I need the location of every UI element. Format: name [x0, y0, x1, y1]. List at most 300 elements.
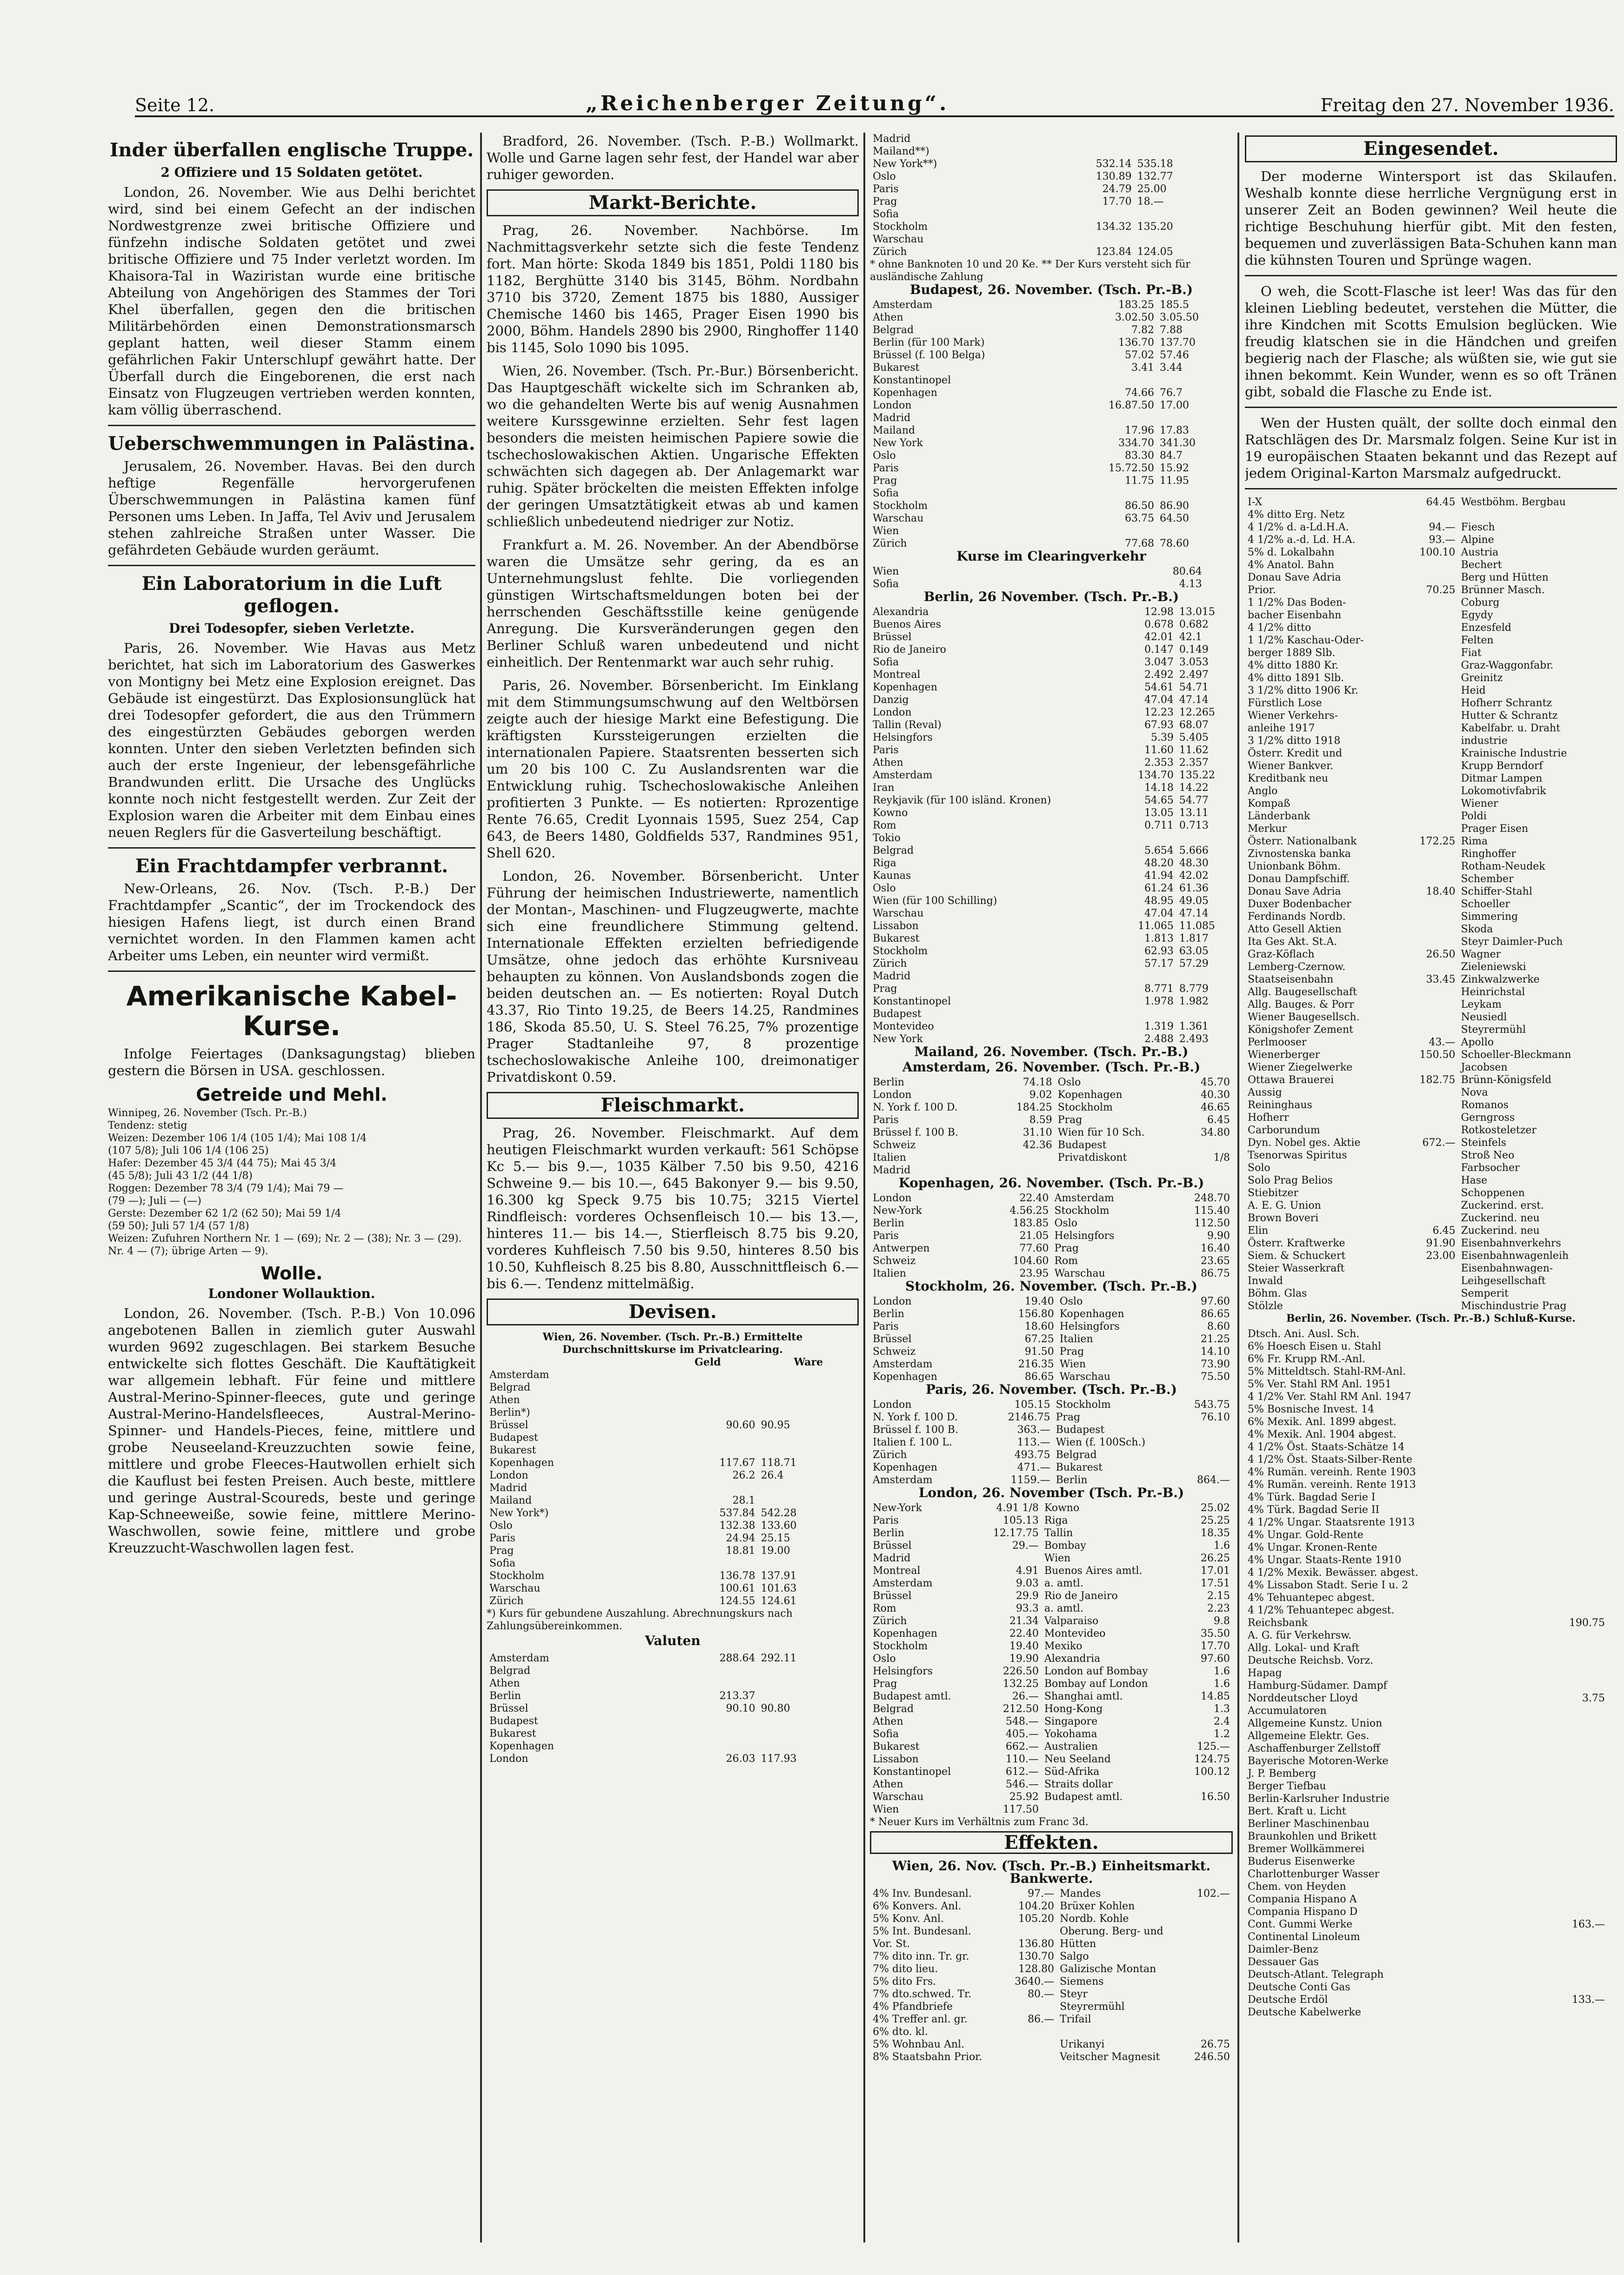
- table-row: [1245, 1667, 1617, 1679]
- table-cell: [1610, 810, 1617, 823]
- table-cell: [1610, 534, 1617, 546]
- grain-line: (45 5/8); Juli 43 1/2 (44 1/8): [108, 1170, 253, 1182]
- table-cell: Bukarest: [489, 1445, 536, 1456]
- table-cell: 21.25: [1201, 1333, 1230, 1345]
- table-row: [1245, 1579, 1617, 1592]
- column-2: [487, 133, 859, 2240]
- table-cell: 110.—: [1005, 1753, 1039, 1765]
- table-cell: a. amtl.: [1044, 1578, 1083, 1589]
- table-row: [870, 1204, 1233, 1217]
- table-cell: [1608, 1604, 1617, 1617]
- table-cell: [1610, 546, 1617, 559]
- table-row: [1245, 1086, 1617, 1099]
- table-cell: Schweiz: [873, 1139, 916, 1151]
- table-cell: Galizische Montan: [1060, 1963, 1156, 1975]
- table-cell: [758, 1432, 859, 1444]
- table-cell: Oslo: [1054, 1218, 1078, 1229]
- table-cell: Kopenhagen: [873, 1462, 937, 1473]
- table-cell: 14.22: [1179, 782, 1209, 794]
- divider: [108, 425, 475, 426]
- table-cell: [1608, 1717, 1617, 1730]
- table-cell: 3.053: [1179, 656, 1209, 668]
- table-cell: Schoeller-Bleckmann: [1461, 1049, 1571, 1061]
- table-cell: Graz-Köflach: [1248, 949, 1315, 960]
- table-cell: [1184, 2001, 1233, 2013]
- headline: Ein Laboratorium in die Luft geflogen.: [141, 573, 442, 617]
- table-row: [870, 1913, 1233, 1925]
- table-row: [1245, 772, 1617, 785]
- table-cell: 11.085: [1179, 920, 1215, 932]
- table-row: [870, 183, 1233, 195]
- table-row: [870, 719, 1233, 731]
- table-cell: [1539, 1767, 1608, 1780]
- table-cell: J. P. Bemberg: [1248, 1768, 1317, 1780]
- table-cell: [1610, 1011, 1617, 1024]
- table-cell: Dtsch. Ani. Ausl. Sch.: [1248, 1328, 1360, 1340]
- table-cell: 117.67: [719, 1457, 755, 1469]
- table-cell: 23.95: [1019, 1268, 1049, 1279]
- table-cell: Donau Dampfschiff.: [1248, 873, 1350, 885]
- table-cell: Stiebitzer: [1248, 1187, 1299, 1199]
- table-cell: Brüssel: [873, 1590, 912, 1602]
- table-cell: Brüssel: [489, 1703, 528, 1714]
- table-cell: 78.60: [1160, 538, 1189, 549]
- table-cell: 57.17: [1144, 958, 1174, 970]
- table-cell: 13.05: [1144, 807, 1174, 819]
- table-cell: [1608, 1767, 1617, 1780]
- table-cell: Simmering: [1461, 911, 1518, 923]
- table-cell: [1184, 1164, 1233, 1177]
- table-cell: 0.682: [1179, 619, 1209, 630]
- table-cell: [1610, 936, 1617, 948]
- table-cell: [1539, 1956, 1608, 1968]
- table-cell: [1608, 1428, 1617, 1441]
- table-cell: Kabelfabr. u. Draht: [1461, 723, 1560, 734]
- stockholm-table: [870, 1295, 1233, 1383]
- table-cell: Deutsche Reichsb. Vorz.: [1248, 1655, 1374, 1666]
- table-cell: [1178, 1461, 1233, 1474]
- table-cell: 8.60: [1207, 1321, 1230, 1332]
- table-cell: [1608, 1906, 1617, 1918]
- table-cell: Deutsche Conti Gas: [1248, 1981, 1350, 1993]
- table-cell: 9.02: [1029, 1089, 1052, 1101]
- table-row: [1245, 1137, 1617, 1149]
- table-row: [1245, 1679, 1617, 1692]
- table-cell: Amsterdam: [873, 1358, 933, 1370]
- table-row: [870, 1803, 1233, 1816]
- divider: [108, 847, 475, 849]
- table-cell: Donau Save Adria: [1248, 886, 1341, 897]
- table-row: [870, 1242, 1233, 1255]
- table-row: [870, 1703, 1233, 1715]
- table-cell: [1539, 1365, 1608, 1378]
- table-cell: Brüssel: [873, 631, 912, 643]
- table-cell: 132.77: [1137, 171, 1173, 182]
- table-row: [1245, 1755, 1617, 1767]
- table-cell: Rotham-Neudek: [1461, 861, 1545, 872]
- table-cell: Sofia: [489, 1558, 516, 1569]
- table-cell: [1610, 948, 1617, 961]
- table-cell: 1.2: [1214, 1728, 1230, 1740]
- table-row: [870, 882, 1233, 895]
- table-cell: Bert. Kraft u. Licht: [1248, 1806, 1346, 1817]
- table-row: [1245, 1162, 1617, 1174]
- table-cell: Mailand**): [873, 146, 929, 157]
- table-cell: [1539, 1654, 1608, 1667]
- table-cell: Warschau: [873, 513, 924, 524]
- table-cell: 25.15: [761, 1532, 790, 1544]
- table-cell: [1539, 1416, 1608, 1428]
- table-cell: [1608, 1931, 1617, 1943]
- table-cell: [1404, 760, 1458, 772]
- table-cell: Hase: [1461, 1175, 1488, 1186]
- table-cell: Schoppenen: [1461, 1187, 1525, 1199]
- table-cell: [1184, 1139, 1233, 1151]
- table-cell: [1608, 1629, 1617, 1642]
- table-cell: Zuckerind. neu: [1461, 1212, 1540, 1224]
- table-cell: 91.50: [1024, 1346, 1054, 1358]
- table-row: [1245, 1124, 1617, 1137]
- table-cell: 543.75: [1194, 1399, 1230, 1411]
- table-row: [1245, 1024, 1617, 1036]
- table-cell: 4 1/2% Mexik. Bewässer. abgest.: [1248, 1567, 1418, 1579]
- table-cell: 12.17.75: [993, 1527, 1039, 1539]
- stockholm-heading: Stockholm, 26. November. (Tsch. Pr.-B.): [905, 1278, 1198, 1294]
- vienna-report: Wien, 26. November. (Tsch. Pr.-Bur.) Börsenbericht. Das Hauptgeschäft wickelte sich im Schranken ab, wo die gehandelten Werte bis auf wenig Ausnahmen weitere Kurssgewinne erzielten. Sehr fest lagen besonders die meisten heimischen Papiere sowie die tschechoslowakischen Aktien. Ungarische Effekten schwächten sich dagegen ab. Der Anlagemarkt war ruhig. Später bröckelten die meisten Effekten infolge der geringen Umsatztätigkeit etwas ab und kamen schließlich unbedeutend niedriger zur Notiz.: [487, 363, 859, 529]
- table-cell: [1608, 1968, 1617, 1981]
- table-cell: Perlmooser: [1248, 1037, 1307, 1048]
- grain-line: (79 —); Juli — (—): [108, 1195, 201, 1207]
- table-cell: [1539, 1629, 1608, 1642]
- table-cell: 4% Anatol. Bahn: [1248, 559, 1334, 571]
- table-row: [1245, 1541, 1617, 1554]
- table-cell: Berg und Hütten: [1461, 572, 1549, 583]
- table-cell: [1610, 797, 1617, 810]
- table-row: [1245, 609, 1617, 622]
- table-cell: Italien: [873, 1152, 906, 1164]
- table-cell: [1404, 823, 1458, 835]
- table-cell: Bechert: [1461, 559, 1502, 571]
- table-cell: [1539, 1328, 1608, 1340]
- table-cell: Jacobsen: [1461, 1062, 1508, 1073]
- table-cell: 4% Inv. Bundesanl.: [873, 1888, 972, 1900]
- table-cell: 4% Tehuantepec abgest.: [1248, 1592, 1375, 1604]
- table-row: [870, 133, 1233, 145]
- table-cell: [1404, 772, 1458, 785]
- table-cell: [1608, 1956, 1617, 1968]
- table-cell: [657, 1740, 758, 1753]
- table-cell: 183.85: [1013, 1218, 1049, 1229]
- table-cell: 46.65: [1201, 1102, 1230, 1113]
- table-cell: [1539, 1943, 1608, 1956]
- table-cell: [1608, 1943, 1617, 1956]
- table-row: [1245, 1353, 1617, 1365]
- table-row: [1245, 1893, 1617, 1906]
- table-cell: 93.3: [1016, 1603, 1039, 1614]
- table-row: [870, 782, 1233, 794]
- table-cell: 48.95: [1144, 895, 1174, 907]
- table-cell: 26.25: [1201, 1552, 1230, 1564]
- london-heading: London, 26. November (Tsch. Pr.-B.): [918, 1485, 1184, 1500]
- table-cell: 0.713: [1179, 820, 1209, 831]
- table-row: [1245, 1391, 1617, 1403]
- table-cell: [997, 1164, 1055, 1177]
- table-row: [870, 1345, 1233, 1358]
- table-cell: 25.00: [1137, 183, 1167, 195]
- table-cell: [1404, 1212, 1458, 1224]
- table-cell: Warschau: [873, 908, 924, 919]
- table-cell: 5% Mitteldtsch. Stahl-RM-Anl.: [1248, 1366, 1406, 1378]
- table-cell: [1610, 1137, 1617, 1149]
- table-cell: Neusiedl: [1461, 1011, 1507, 1023]
- table-cell: 612.—: [1005, 1766, 1039, 1778]
- table-cell: [1610, 609, 1617, 622]
- table-cell: 54.61: [1144, 682, 1174, 693]
- table-row: [870, 1766, 1233, 1778]
- table-cell: Montreal: [873, 1565, 921, 1577]
- table-cell: 132.25: [1002, 1678, 1039, 1690]
- table-cell: Greinitz: [1461, 672, 1503, 684]
- table-cell: [758, 1727, 859, 1740]
- table-cell: Belgrad: [873, 324, 914, 336]
- table-cell: 18.40: [1426, 886, 1456, 897]
- table-cell: 73.90: [1201, 1358, 1230, 1370]
- table-cell: Österr. Nationalbank: [1248, 836, 1357, 847]
- table-row: [870, 1461, 1233, 1474]
- table-cell: [1539, 1880, 1608, 1893]
- table-cell: 115.40: [1194, 1205, 1230, 1217]
- table-row: [1245, 1793, 1617, 1805]
- table-row: [1245, 735, 1617, 747]
- table-cell: [1608, 1554, 1617, 1566]
- table-row: [870, 500, 1233, 512]
- table-row: [870, 1778, 1233, 1791]
- table-cell: [657, 1394, 758, 1406]
- table-cell: 156.80: [1018, 1308, 1054, 1320]
- table-cell: [1120, 970, 1176, 983]
- table-cell: [1610, 722, 1617, 735]
- col-header: [487, 1356, 657, 1369]
- table-cell: Farbsocher: [1461, 1162, 1520, 1174]
- table-cell: Eisenbahnwagenleih: [1461, 1250, 1569, 1262]
- table-cell: Kopenhagen: [489, 1740, 554, 1752]
- table-cell: 130.70: [1018, 1951, 1055, 1962]
- table-cell: Fiat: [1461, 647, 1482, 659]
- table-row: [1245, 1111, 1617, 1124]
- table-cell: 11.95: [1160, 475, 1189, 487]
- table-row: [1245, 1617, 1617, 1629]
- table-cell: [1539, 1818, 1608, 1830]
- table-row: [870, 412, 1233, 424]
- table-cell: [1539, 1793, 1608, 1805]
- table-row: [1245, 823, 1617, 835]
- table-cell: Lemberg-Czernow.: [1248, 961, 1346, 973]
- table-cell: [758, 1394, 859, 1406]
- table-row: [870, 399, 1233, 412]
- table-cell: [1610, 521, 1617, 534]
- table-cell: [1404, 1011, 1458, 1024]
- table-cell: [1404, 647, 1458, 659]
- table-row: [870, 1653, 1233, 1665]
- table-cell: 1.3: [1214, 1703, 1230, 1715]
- table-cell: Poldi: [1461, 810, 1487, 822]
- table-cell: 4.13: [1179, 578, 1202, 590]
- table-cell: [1004, 1925, 1057, 1938]
- table-cell: 292.11: [761, 1653, 797, 1664]
- table-cell: Felten: [1461, 635, 1494, 646]
- table-cell: Nordb. Kohle: [1060, 1913, 1129, 1925]
- table-cell: 21.34: [1009, 1615, 1039, 1627]
- table-cell: 7.82: [1131, 324, 1154, 336]
- wool-heading: Wolle.: [261, 1263, 323, 1284]
- table-row: [870, 387, 1233, 399]
- table-cell: [1184, 2026, 1233, 2038]
- table-cell: 0.711: [1144, 820, 1174, 831]
- table-cell: Amsterdam: [873, 299, 933, 311]
- table-cell: [1539, 1541, 1608, 1554]
- grain-line: Gerste: Dezember 62 1/2 (62 50); Mai 59 1/4: [108, 1208, 341, 1219]
- table-row: [870, 794, 1233, 807]
- table-cell: 11.60: [1144, 744, 1174, 756]
- table-cell: A. E. G. Union: [1248, 1200, 1321, 1211]
- table-cell: Montreal: [873, 669, 921, 681]
- table-cell: [1610, 1212, 1617, 1224]
- table-row: [1245, 672, 1617, 684]
- table-cell: 136.78: [719, 1570, 755, 1582]
- table-cell: Prag: [489, 1545, 514, 1557]
- table-row: [487, 1444, 859, 1457]
- table-row: [870, 1988, 1233, 2001]
- table-cell: Stockholm: [873, 221, 928, 233]
- table-row: [1245, 1705, 1617, 1717]
- table-cell: Neu Seeland: [1044, 1753, 1111, 1765]
- table-cell: [1539, 1428, 1608, 1441]
- table-cell: [758, 1690, 859, 1702]
- table-cell: 4 1/2% Öst. Staats-Silber-Rente: [1248, 1454, 1412, 1465]
- table-cell: 15.92: [1160, 462, 1189, 474]
- paris-report: Paris, 26. November. Börsenbericht. Im Einklang mit dem Stimmungsumschwung auf den Weltbörsen zeigte auch der hiesige Markt eine Befestigung. Die kräftigsten Kurssteigerungen erzielten die internationalen Papiere. Staatsrenten besserten sich um 20 bis 100 C. Zu Auslandsrenten war die Entwicklung ruhig. Tschechoslowakische Anleihen profitierten 3 Punkte. — Es notierten: Rprozentige Rente 76.65, Credit Lyonnais 1595, Suez 254, Cap 643, de Beers 1480, Goldfields 537, Randmines 951, Shell 620.: [487, 677, 859, 861]
- table-cell: Paris: [873, 183, 899, 195]
- table-cell: [1404, 622, 1458, 634]
- table-row: [1245, 1365, 1617, 1378]
- table-cell: [1610, 1162, 1617, 1174]
- table-row: [1245, 1516, 1617, 1529]
- table-cell: 3.75: [1582, 1693, 1605, 1704]
- table-cell: [1610, 986, 1617, 998]
- table-cell: Athen: [873, 757, 903, 769]
- table-cell: Wien für 10 Sch.: [1057, 1127, 1145, 1138]
- table-row: [1245, 1441, 1617, 1453]
- table-row: [870, 1371, 1233, 1383]
- table-row: [870, 970, 1233, 983]
- table-cell: [1404, 559, 1458, 571]
- table-cell: 1.6: [1214, 1678, 1230, 1690]
- table-cell: 76.7: [1160, 387, 1183, 399]
- table-cell: 113.—: [1017, 1437, 1050, 1448]
- table-row: [870, 744, 1233, 756]
- table-cell: 17.70: [1201, 1640, 1230, 1652]
- table-row: [1245, 1174, 1617, 1187]
- table-cell: [1404, 923, 1458, 936]
- table-cell: [1004, 2038, 1057, 2051]
- table-cell: Prag: [1056, 1412, 1081, 1423]
- table-cell: 4% ditto 1891 Slb.: [1248, 672, 1344, 684]
- table-cell: 62.93: [1144, 945, 1174, 957]
- table-cell: Berlin: [873, 1527, 904, 1539]
- table-row: [870, 578, 1233, 590]
- table-cell: 84.7: [1160, 450, 1183, 462]
- table-cell: 26.50: [1426, 949, 1456, 960]
- table-cell: London: [873, 1192, 912, 1204]
- table-cell: 6% Mexik. Anl. 1899 abgest.: [1248, 1416, 1397, 1428]
- table-cell: [1404, 1099, 1458, 1111]
- table-cell: Amsterdam: [873, 1474, 933, 1486]
- table-cell: Norddeutscher Lloyd: [1248, 1693, 1358, 1704]
- table-row: [487, 1394, 859, 1406]
- table-row: [1245, 1994, 1617, 2006]
- table-cell: [1610, 672, 1617, 684]
- table-row: [1245, 546, 1617, 559]
- table-cell: [657, 1381, 758, 1394]
- table-cell: Prag: [1057, 1114, 1083, 1126]
- table-cell: [1404, 898, 1458, 910]
- table-cell: Brüssel: [489, 1419, 528, 1431]
- table-cell: 1.319: [1144, 1021, 1174, 1032]
- table-cell: Österr. Kraftwerke: [1248, 1238, 1345, 1249]
- table-cell: Brown Boveri: [1248, 1212, 1319, 1224]
- article-text: Paris, 26. November. Wie Havas aus Metz berichtet, hat sich im Laboratorium des Gaswerkes von Montigny bei Metz eine Explosion ereignet. Das Gebäude ist eingestürzt. Das Explosionsunglück hat drei Todesopfer gefordert, die aus den Trümmern des eingestürzten Gebäudes geborgen werden konnten. Unter den sieben Verletzten befinden sich auch der erste Ingenieur, der lebensgefährliche Brandwunden erlitt. Die Ursache des Unglücks konnte noch nicht festgestellt werden. Zur Zeit der Explosion waren die Arbeiter mit dem Einbau eines neuen Reglers für die Gasverteilung beschäftigt.: [108, 640, 475, 840]
- table-cell: Reichsbank: [1248, 1617, 1308, 1629]
- grain-line: Roggen: Dezember 78 3/4 (79 1/4); Mai 79 —: [108, 1183, 344, 1194]
- table-cell: [1610, 659, 1617, 672]
- table-cell: [1404, 1174, 1458, 1187]
- table-cell: Steinfels: [1461, 1137, 1507, 1149]
- table-row: [1245, 1717, 1617, 1730]
- table-cell: 11.75: [1125, 475, 1154, 487]
- wool-subheading: Londoner Wollauktion.: [208, 1286, 375, 1301]
- table-cell: [1404, 785, 1458, 797]
- table-cell: 23.00: [1426, 1250, 1456, 1262]
- table-cell: [1608, 1805, 1617, 1818]
- table-cell: 5% Int. Bundesanl.: [873, 1926, 971, 1937]
- table-cell: [1539, 1705, 1608, 1717]
- table-row: [870, 1925, 1233, 1938]
- table-cell: [1070, 525, 1157, 537]
- table-cell: Hofherr Schrantz: [1461, 697, 1552, 709]
- table-cell: [1539, 1642, 1608, 1654]
- table-cell: London auf Bombay: [1044, 1666, 1148, 1677]
- table-cell: [1404, 910, 1458, 923]
- table-row: [870, 1665, 1233, 1678]
- securities-subtitle: Wien, 26. Nov. (Tsch. Pr.-B.) Einheitsmarkt. Bankwerte.: [892, 1858, 1211, 1886]
- table-cell: Amsterdam: [1054, 1192, 1114, 1204]
- table-row: [487, 1727, 859, 1740]
- table-row: [1245, 1049, 1617, 1061]
- table-cell: Ita Ges Akt. St.A.: [1248, 936, 1337, 948]
- table-cell: 77.68: [1125, 538, 1154, 549]
- table-cell: Böhm. Glas: [1248, 1288, 1307, 1299]
- table-cell: [1404, 596, 1458, 609]
- table-cell: [1135, 133, 1233, 145]
- table-cell: 63.75: [1125, 513, 1154, 524]
- table-cell: [1404, 735, 1458, 747]
- table-cell: [1610, 961, 1617, 973]
- table-row: [870, 1398, 1233, 1411]
- table-cell: 25.25: [1201, 1515, 1230, 1526]
- table-cell: Stockholm: [873, 945, 928, 957]
- table-cell: [1404, 634, 1458, 647]
- table-row: [870, 1333, 1233, 1345]
